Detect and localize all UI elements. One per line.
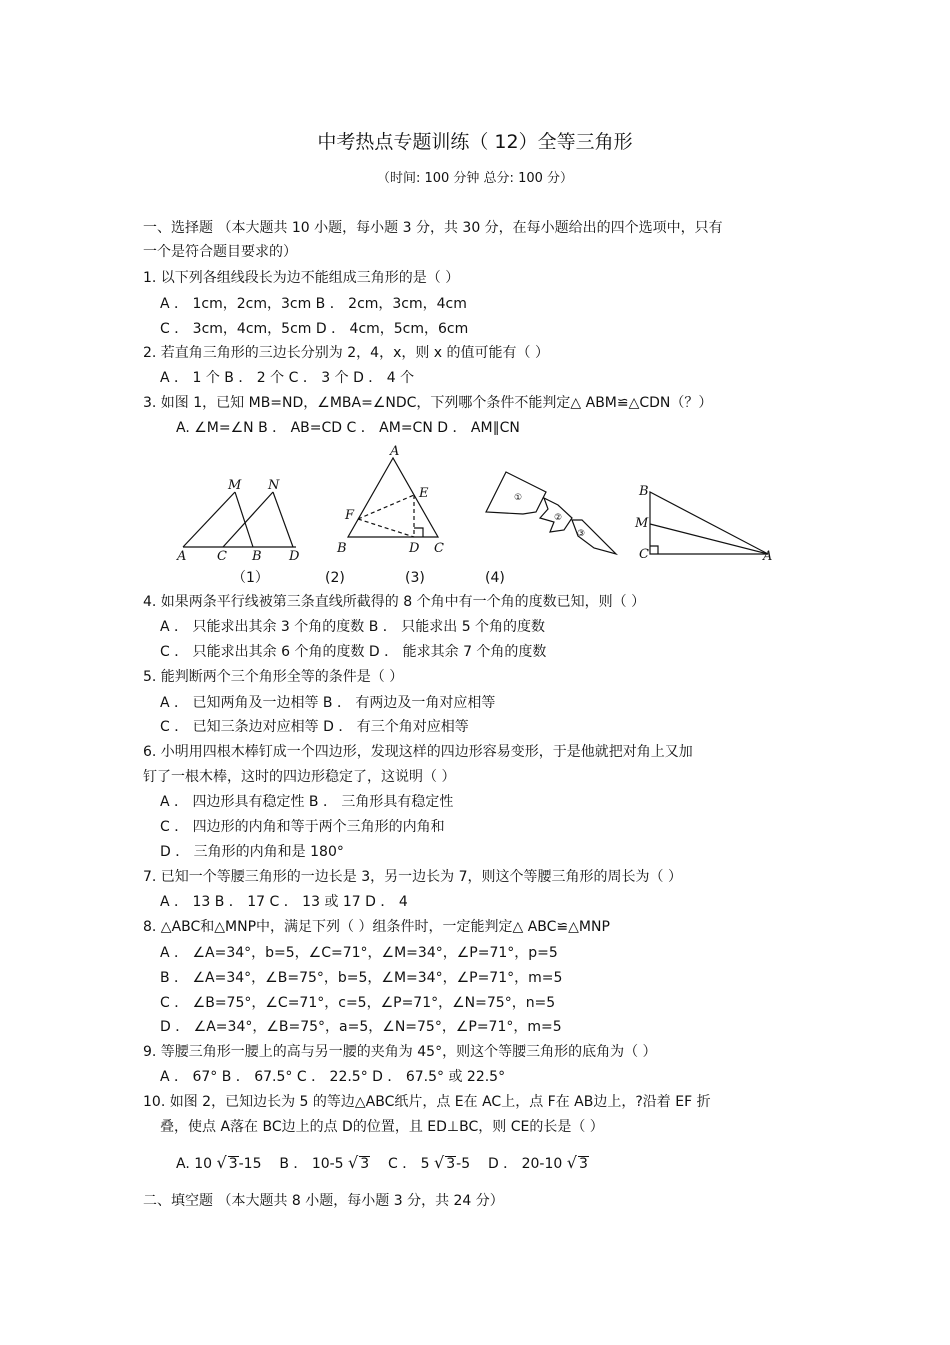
q3-stem: 3. 如图 1，已知 MB=ND，∠MBA=∠NDC，下列哪个条件不能判定△ ABM≌△CDN（？）: [143, 395, 713, 411]
q1-options-ab: A ． 1cm，2cm，3cm B ． 2cm，3cm，4cm: [160, 296, 467, 312]
q8-option-d: D ． ∠A=34°，∠B=75°，a=5，∠N=75°，∠P=71°，m=5: [160, 1019, 562, 1035]
fig2-label-b: B: [337, 541, 347, 556]
section1-heading-cont: 一个是符合题目要求的）: [143, 244, 297, 260]
q9-stem: 9. 等腰三角形一腰上的高与另一腰的夹角为 45°，则这个等腰三角形的底角为（ ）: [143, 1044, 657, 1060]
radical-sign: √: [434, 1153, 445, 1172]
page-title: 中考热点专题训练（ 12）全等三角形: [317, 131, 633, 153]
q2-options: A ． 1 个 B ． 2 个 C ． 3 个 D ． 4 个: [160, 370, 415, 386]
q6-options-ab: A ． 四边形具有稳定性 B ． 三角形具有稳定性: [160, 794, 454, 810]
fig2-label-c: C: [434, 541, 444, 556]
q2-stem: 2. 若直角三角形的三边长分别为 2，4，x，则 x 的值可能有（ ）: [143, 345, 549, 361]
fig1-label-n: N: [268, 478, 280, 493]
q1-options-cd: C ． 3cm，4cm，5cm D ． 4cm，5cm，6cm: [160, 321, 469, 337]
fig2-label-e: E: [419, 486, 429, 501]
q7-options: A ． 13 B ． 17 C ． 13 或 17 D ． 4: [160, 894, 408, 910]
q1-stem: 1. 以下列各组线段长为边不能组成三角形的是（ ）: [143, 270, 460, 286]
section2-heading: 二、填空题 （本大题共 8 小题，每小题 3 分，共 24 分）: [143, 1193, 504, 1209]
q6-option-d: D ． 三角形的内角和是 180°: [160, 844, 344, 860]
page-subtitle: （时间: 100 分钟 总分: 100 分）: [376, 171, 574, 186]
radical-sign: √: [566, 1153, 577, 1172]
q10-option-b: B ． 10-5 √ 3: [279, 1153, 370, 1172]
q4-options-cd: C ． 只能求出其余 6 个角的度数 D ． 能求其余 7 个角的度数: [160, 644, 547, 660]
q10-options: [176, 1154, 589, 1173]
q9-options: A ． 67° B ． 67.5° C ． 22.5° D ． 67.5° 或 22.5°: [160, 1069, 506, 1085]
q10-stem-cont: 叠，使点 A落在 BC边上的点 D的位置，且 ED⊥BC，则 CE的长是（ ）: [160, 1119, 604, 1135]
q5-options-ab: A ． 已知两角及一边相等 B ． 有两边及一角对应相等: [160, 695, 496, 711]
q10-option-d: D ． 20-10 √ 3: [487, 1153, 588, 1172]
figure-2-caption: (2): [325, 570, 345, 586]
q6-stem: 6. 小明用四根木棒钉成一个四边形，发现这样的四边形容易变形，于是他就把对角上又加: [143, 744, 693, 760]
q10-stem: 10. 如图 2，已知边长为 5 的等边△ABC纸片，点 E在 AC上，点 F在 AB边上，?沿着 EF 折: [143, 1094, 711, 1110]
fig1-label-c: C: [217, 549, 227, 564]
q8-stem: 8. △ABC和△MNP中，满足下列（ ）组条件时，一定能判定△ ABC≌△MNP: [143, 919, 610, 935]
q4-options-ab: A ． 只能求出其余 3 个角的度数 B ． 只能求出 5 个角的度数: [160, 619, 546, 635]
q5-options-cd: C ． 已知三条边对应相等 D ． 有三个角对应相等: [160, 719, 469, 735]
radical-sign: √: [216, 1153, 227, 1172]
fig2-label-d: D: [409, 541, 420, 556]
q10-option-c: C ． 5 √ 3-5: [387, 1153, 471, 1172]
fig3-piece-1: ①: [514, 493, 523, 503]
q8-option-a: A ． ∠A=34°，b=5，∠C=71°，∠M=34°，∠P=71°，p=5: [160, 945, 558, 961]
fig3-piece-2: ②: [554, 513, 563, 523]
fig4-label-a: A: [763, 549, 773, 564]
radical-sign: √: [348, 1153, 359, 1172]
q7-stem: 7. 已知一个等腰三角形的一边长是 3，另一边长为 7，则这个等腰三角形的周长为（ ）: [143, 869, 682, 885]
figure-4-caption: (4): [485, 570, 505, 586]
q4-stem: 4. 如果两条平行线被第三条直线所截得的 8 个角中有一个角的度数已知，则（ ）: [143, 594, 646, 610]
fig1-label-b: B: [252, 549, 262, 564]
section1-heading: 一、选择题 （本大题共 10 小题，每小题 3 分，共 30 分，在每小题给出的四个选项中，只有: [143, 220, 723, 236]
figure-2: [330, 440, 450, 562]
q8-option-c: C ． ∠B=75°，∠C=71°，c=5，∠P=71°，∠N=75°，n=5: [160, 995, 556, 1011]
q5-stem: 5. 能判断两个三个角形全等的条件是（ ）: [143, 669, 404, 685]
figure-3: [478, 462, 628, 562]
q3-options: A. ∠M=∠N B ． AB=CD C ． AM=CN D ． AM∥CN: [176, 420, 520, 436]
figure-4: [630, 478, 780, 568]
q6-option-c: C ． 四边形的内角和等于两个三角形的内角和: [160, 819, 445, 835]
fig2-label-f: F: [345, 508, 355, 523]
q8-option-b: B ． ∠A=34°，∠B=75°，b=5，∠M=34°，∠P=71°，m=5: [160, 970, 563, 986]
figure-1: [168, 472, 308, 567]
fig4-label-m: M: [635, 516, 649, 531]
fig2-label-a: A: [390, 444, 400, 459]
fig4-label-c: C: [639, 547, 649, 562]
q10-option-a: A. 10 √ 3-15: [176, 1153, 262, 1172]
fig1-label-m: M: [228, 478, 242, 493]
figure-3-caption: (3): [405, 570, 425, 586]
fig1-label-a: A: [177, 549, 187, 564]
fig4-label-b: B: [639, 484, 649, 499]
fig1-label-d: D: [289, 549, 300, 564]
fig3-piece-3: ③: [577, 529, 586, 539]
q6-stem-cont: 钉了一根木棒，这时的四边形稳定了，这说明（ ）: [143, 769, 456, 785]
figure-1-caption: （1）: [232, 570, 269, 586]
